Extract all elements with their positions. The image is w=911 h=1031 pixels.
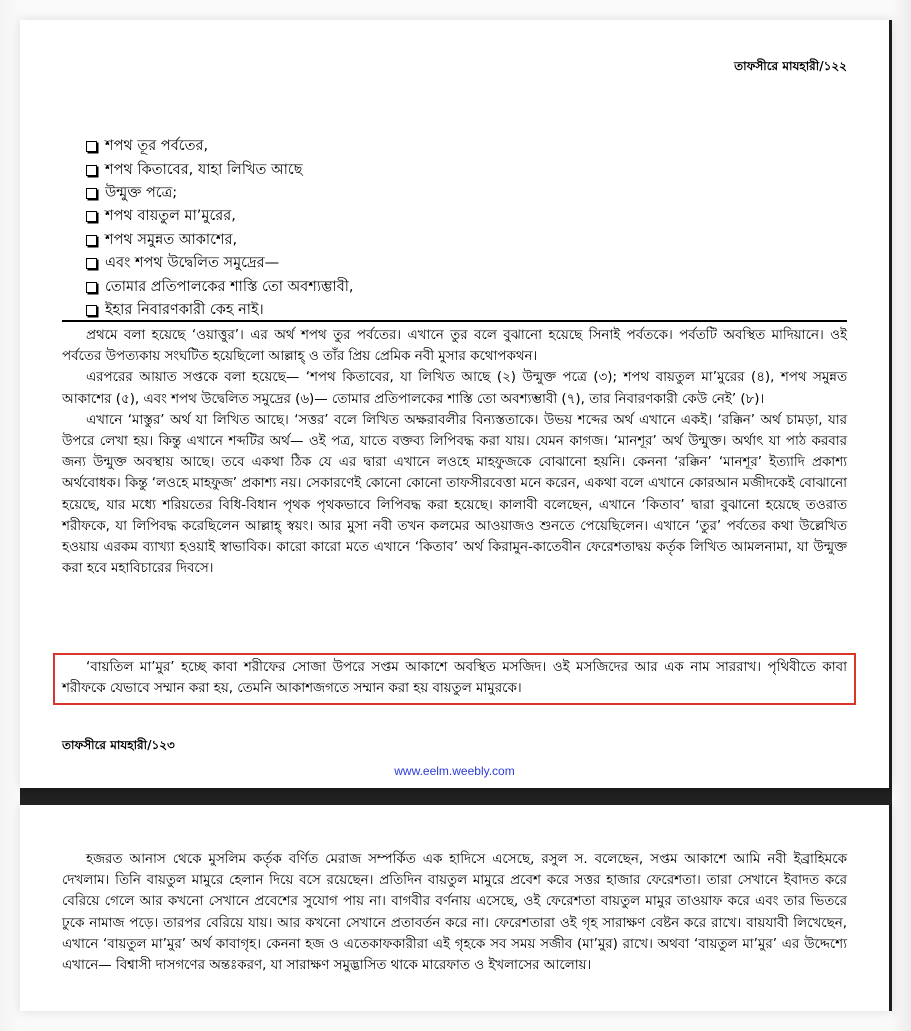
paragraph: প্রথমে বলা হয়েছে ‘ওয়াত্তুর’। এর অর্থ শপথ তুর পর্বতের। এখানে তুর বলে বুঝানো হয়েছে সিনাই পর্বতকে। পর্বতটি অবস্থিত মাদিয়ানে। ওই পর্বতের উপত্যকায় সংঘটিত হয়েছিলো আল্লাহ্ ও তাঁর প্রিয় প্রেমিক নবী মুসার কথোপকথন। xyxy=(62,328,847,365)
checkbox-icon xyxy=(86,165,97,176)
checklist-item xyxy=(86,158,354,181)
checklist-item-text: উন্মুক্ত পত্রে; xyxy=(105,184,178,201)
checklist-item-text: শপথ বায়তুল মা’মুরের, xyxy=(105,208,236,225)
document-page-123 xyxy=(20,805,892,1011)
footer-page-title: তাফসীরে মাযহারী/১২৩ xyxy=(62,738,175,752)
website-link[interactable]: www.eelm.weebly.com xyxy=(394,764,515,778)
checklist-item xyxy=(86,135,354,158)
checklist-item-text: এবং শপথ উদ্বেলিত সমুদ্রের— xyxy=(105,255,280,272)
checklist-item-text: ইহার নিবারণকারী কেহ নাই। xyxy=(105,301,264,318)
verse-checklist xyxy=(86,135,354,322)
checklist-item xyxy=(86,229,354,252)
paragraph: এখানে ‘মাস্তুর’ অর্থ যা লিখিত আছে। ‘সত্তর’ বলে লিখিত অক্ষরাবলীর বিন্যস্ততাকে। উভয় শব্দের অর্থ এখানে একই। ‘রক্কিন’ অর্থ চামড়া, যার উপরে লেখা হয়। কিন্তু এখানে শব্দটির অর্থ— ওই পত্র, যাতে বক্তব্য লিপিবদ্ধ করা যায়। যেমন কাগজ। ‘মানশূর’ অর্থ উন্মুক্ত। অর্থাৎ যা পাঠ করবার জন্য উন্মুক্ত অবস্থায় আছে। তবে একথা ঠিক যে এর দ্বারা এখানে লওহে মাহফুজকে বোঝানো হয়নি। কেননা ‘রক্কিন’ ‘মানশূর’ ইত্যাদি প্রকাশ্য অর্থবোধক। কিন্তু ‘লওহে মাহফুজ’ প্রকাশ্য নয়। সেকারণেই কোনো কোনো তাফসীরবেত্তা মনে করেন, একথা বলে এখানে কোরআন মজীদকেই বোঝানো হয়েছে, যার মধ্যে শরিয়তের বিধি-বিধান পৃথক পৃথকভাবে লিপিবদ্ধ করা হয়েছে। কালাবী বলেছেন, এখানে ‘কিতাব’ দ্বারা বুঝানো হয়েছে তওরাত শরীফকে, যা লিপিবদ্ধ করেছিলেন আল্লাহ্ স্বয়ং। আর মুসা নবী তখন কলমের আওয়াজও শুনতে পেয়েছিলেন। এখানে ‘তুর’ পর্বতের কথা উল্লেখিত হওয়ায় এরকম ব্যাখ্যা হওয়াই স্বাভাবিক। কারো কারো মতে এখানে ‘কিতাব’ অর্থ কিরামুন-কাতেবীন ফেরেশতাদ্বয় কর্তৃক লিখিত আমলনামা, যা উন্মুক্ত করা হবে মহাবিচারের দিবসে। xyxy=(62,412,847,577)
highlighted-passage xyxy=(62,657,847,699)
checkbox-icon xyxy=(86,258,97,269)
paragraph: ‘বায়তিল মা’মুর’ হচ্ছে কাবা শরীফের সোজা উপরে সপ্তম আকাশে অবস্থিত মসজিদ। ওই মসজিদের আর এক নাম সাররাখ। পৃথিবীতে কাবা শরীফকে যেভাবে সম্মান করা হয়, তেমনি আকাশজগতে সম্মান করা হয় বায়তুল মামুরকে। xyxy=(62,660,847,697)
checkbox-icon xyxy=(86,211,97,222)
page-separator xyxy=(20,788,892,805)
commentary-body xyxy=(62,849,847,976)
checkbox-icon xyxy=(86,141,97,152)
checkbox-icon xyxy=(86,188,97,199)
checklist-item xyxy=(86,275,354,298)
checkbox-icon xyxy=(86,235,97,246)
checkbox-icon xyxy=(86,282,97,293)
document-page-122 xyxy=(20,20,892,788)
checklist-item-text: শপথ সমুন্নত আকাশের, xyxy=(105,231,238,248)
checklist-item-text: শপথ কিতাবের, যাহা লিখিত আছে xyxy=(105,161,303,178)
commentary-body xyxy=(62,325,847,579)
checklist-item xyxy=(86,252,354,275)
checklist-item xyxy=(86,182,354,205)
paragraph: হজরত আনাস থেকে মুসলিম কর্তৃক বর্ণিত মেরাজ সম্পর্কিত এক হাদিসে এসেছে, রসুল স. বলেছেন, সপ্তম আকাশে আমি নবী ইব্রাহিমকে দেখলাম। তিনি বায়তুল মামুরে হেলান দিয়ে বসে রয়েছেন। প্রতিদিন বায়তুল মামুরে প্রবেশ করে সত্তর হাজার ফেরেশতা। তারা সেখানে ইবাদত করে বেরিয়ে গেলে আর কখনো সেখানে প্রবেশের সুযোগ পায় না। বাগবীর বর্ণনায় এসেছে, ওই ফেরেশতা বায়তুল মামুর তাওয়াফ করে এবং তার ভিতরে ঢুকে নামাজ পড়ে। তারপর বেরিয়ে যায়। আর কখনো সেখানে প্রতাবর্তন করে না। ফেরেশতারা ওই গৃহ সারাক্ষণ বেষ্টন করে রাখে। বায়যাবী লিখেছেন, এখানে ‘বায়তুল মা’মুর’ অর্থ কাবাগৃহ। কেননা হজ ও এতেকাফকারীরা এই গৃহকে সব সময় সজীব (মা’মুর) রাখে। অথবা ‘বায়তুল মা’মুর’ এর উদ্দেশ্যে এখানে— বিশ্বাসী দাসগণের অন্তঃকরণ, যা সারাক্ষণ সমুদ্ভাসিত থাকে মারেফাত ও ইখলাসের আলোয়। xyxy=(62,852,847,974)
checkbox-icon xyxy=(86,305,97,316)
checklist-item xyxy=(86,299,354,322)
running-head: তাফসীরে মাযহারী/১২২ xyxy=(734,59,847,73)
checklist-item-text: তোমার প্রতিপালকের শাস্তি তো অবশ্যম্ভাবী, xyxy=(105,278,354,295)
checklist-item-text: শপথ তূর পর্বতের, xyxy=(105,138,209,155)
section-divider xyxy=(62,320,847,322)
checklist-item xyxy=(86,205,354,228)
paragraph: এরপরের আয়াত সপ্তকে বলা হয়েছে— ‘শপথ কিতাবের, যা লিখিত আছে (২) উন্মুক্ত পত্রে (৩); শপথ বায়তুল মা’মুরের (৪), শপথ সমুন্নত আকাশের (৫), এবং শপথ উদ্বেলিত সমুদ্রের (৬)— তোমার প্রতিপালকের শাস্তি তো অবশ্যম্ভাবী (৭), তার নিবারণকারী কেউ নেই’ (৮)। xyxy=(62,370,847,407)
